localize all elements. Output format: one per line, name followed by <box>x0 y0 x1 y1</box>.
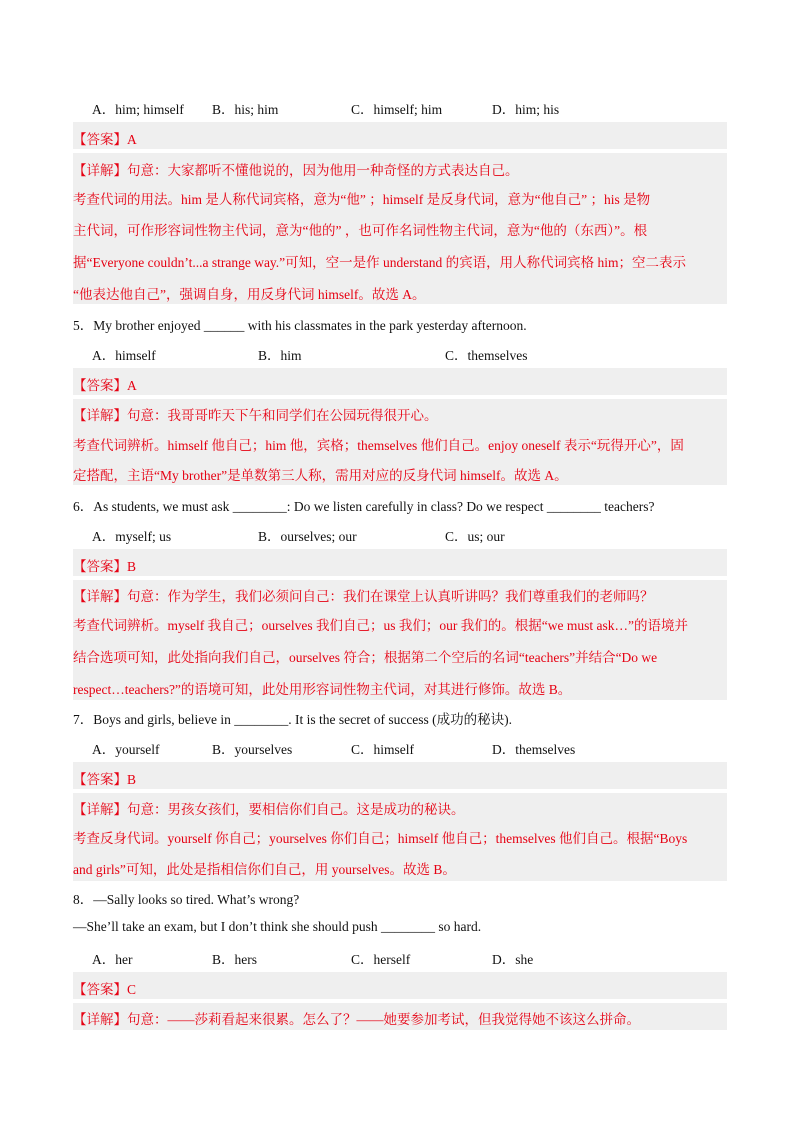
q6-question: 6．As students, we must ask ________: Do we listen carefully in class? Do we respect ________ teachers? <box>73 499 655 514</box>
q6-answer-block <box>73 549 727 576</box>
q8-option-b: B．hers <box>212 952 257 967</box>
q4-detail-line: 考查代词的用法。him 是人称代词宾格，意为“他” ；himself 是反身代词，意为“他自己” ；his 是物 <box>73 192 651 207</box>
q8-option-c: C．herself <box>351 952 411 967</box>
q5-detail-block <box>73 399 727 485</box>
q6-detail-line: 【详解】句意：作为学生，我们必须问自己：我们在课堂上认真听讲吗？我们尊重我们的老师吗？ <box>73 589 654 604</box>
q4-options <box>92 98 732 118</box>
q5-answer: 【答案】A <box>73 378 137 393</box>
q5-option-a: A．himself <box>92 348 156 363</box>
q8-detail-block <box>73 1003 727 1030</box>
q7-detail-block <box>73 793 727 881</box>
q6-answer: 【答案】B <box>73 559 137 574</box>
q4-option-c: C．himself; him <box>351 102 443 117</box>
q8-answer: 【答案】C <box>73 982 137 997</box>
q7-detail-line: 【详解】句意：男孩女孩们，要相信你们自己。这是成功的秘诀。 <box>73 802 465 817</box>
q4-answer: 【答案】A <box>73 132 137 147</box>
q8-question-line-2: —She’ll take an exam, but I don’t think she should push ________ so hard. <box>73 919 482 934</box>
q8-option-d: D．she <box>492 952 534 967</box>
q4-option-a: A．him; himself <box>92 102 184 117</box>
q8-option-a: A．her <box>92 952 133 967</box>
q8-detail-line: 【详解】句意：——莎莉看起来很累。怎么了？——她要参加考试，但我觉得她不该这么拼命。 <box>73 1012 640 1027</box>
q7-options <box>92 738 732 758</box>
q4-detail-line: 据“Everyone couldn’t...a strange way.”可知，空一是作 understand 的宾语，用人称代词宾格 him；空二表示 <box>73 255 687 270</box>
q7-option-c: C．himself <box>351 742 414 757</box>
q7-question: 7．Boys and girls, believe in ________. It is the secret of success (成功的秘诀). <box>73 712 513 727</box>
q5-detail-line: 定搭配，主语“My brother”是单数第三人称，需用对应的反身代词 himself。故选 A。 <box>73 468 568 483</box>
q5-detail-line: 【详解】句意：我哥哥昨天下午和同学们在公园玩得很开心。 <box>73 408 438 423</box>
q6-options <box>92 525 732 545</box>
q7-option-d: D．themselves <box>492 742 576 757</box>
q5-answer-block <box>73 368 727 395</box>
q4-detail-line: 【详解】句意：大家都听不懂他说的，因为他用一种奇怪的方式表达自己。 <box>73 163 519 178</box>
q4-detail-block <box>73 153 727 304</box>
q7-answer-block <box>73 762 727 789</box>
q7-answer: 【答案】B <box>73 772 137 787</box>
q7-option-b: B．yourselves <box>212 742 293 757</box>
q5-question: 5．My brother enjoyed ______ with his classmates in the park yesterday afternoon. <box>73 318 527 333</box>
q4-option-d: D．him; his <box>492 102 560 117</box>
q7-option-a: A．yourself <box>92 742 160 757</box>
q6-detail-line: 考查代词辨析。myself 我自己；ourselves 我们自己；us 我们；our 我们的。根据“we must ask…”的语境并 <box>73 618 688 633</box>
q4-detail-line: 主代词，可作形容词性物主代词，意为“他的” ，也可作名词性物主代词，意为“他的（东西）”。根 <box>73 223 648 238</box>
q4-answer-block <box>73 122 727 149</box>
q8-answer-block <box>73 972 727 999</box>
q4-detail-line: “他表达他自己”，强调自身，用反身代词 himself。故选 A。 <box>73 287 426 302</box>
q6-detail-line: respect…teachers?”的语境可知，此处用形容词性物主代词，对其进行修饰。故选 B。 <box>73 682 572 697</box>
q7-detail-line: 考查反身代词。yourself 你自己；yourselves 你们自己；himself 他自己；themselves 他们自己。根据“Boys <box>73 831 688 846</box>
q8-question-line-1: 8．—Sally looks so tired. What’s wrong? <box>73 892 300 907</box>
q5-option-b: B．him <box>258 348 302 363</box>
q5-option-c: C．themselves <box>445 348 528 363</box>
q6-detail-line: 结合选项可知，此处指向我们自己，ourselves 符合；根据第二个空后的名词“teachers”并结合“Do we <box>73 650 658 665</box>
q5-options <box>92 344 732 364</box>
q6-option-b: B．ourselves; our <box>258 529 357 544</box>
q6-detail-block <box>73 580 727 700</box>
q6-option-a: A．myself; us <box>92 529 172 544</box>
q8-options <box>92 948 732 968</box>
q5-detail-line: 考查代词辨析。himself 他自己；him 他，宾格；themselves 他们自己。enjoy oneself 表示“玩得开心”，固 <box>73 438 684 453</box>
q7-detail-line: and girls”可知，此处是指相信你们自己，用 yourselves。故选 B。 <box>73 862 456 877</box>
q4-option-b: B．his; him <box>212 102 279 117</box>
q6-option-c: C．us; our <box>445 529 505 544</box>
